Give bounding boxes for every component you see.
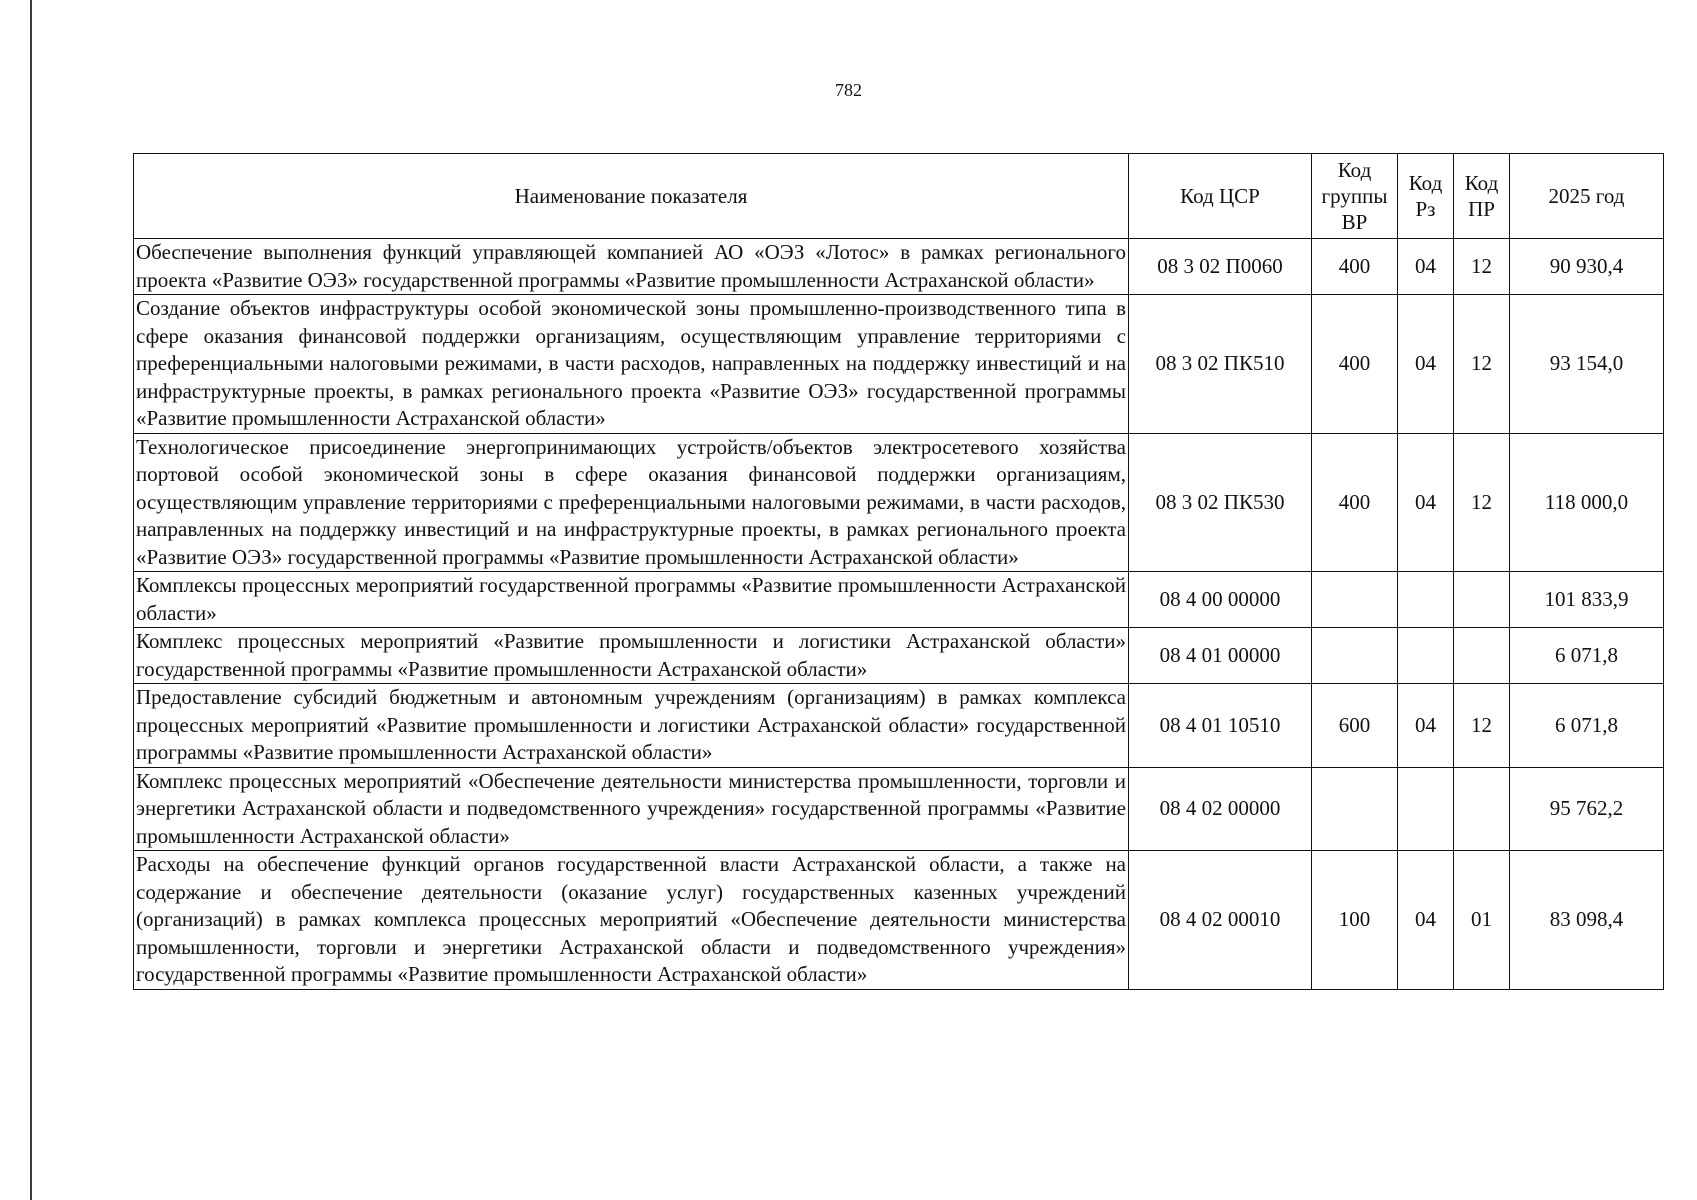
row-pr-code: 12 (1454, 684, 1510, 768)
header-indicator-name: Наименование показателя (134, 154, 1129, 239)
table-row (134, 684, 1664, 768)
row-amount: 6 071,8 (1510, 684, 1664, 768)
row-vr-code: 400 (1312, 239, 1398, 295)
header-year-2025: 2025 год (1510, 154, 1664, 239)
row-rz-code (1398, 767, 1454, 851)
row-rz-code: 04 (1398, 295, 1454, 434)
row-vr-code (1312, 628, 1398, 684)
table-row (134, 628, 1664, 684)
row-vr-code (1312, 767, 1398, 851)
row-name: Комплекс процессных мероприятий «Развитие промышленности и логистики Астраханской области» государственной программы «Развитие промышленности Астраханской области» (134, 628, 1129, 684)
row-amount: 95 762,2 (1510, 767, 1664, 851)
table-body (134, 239, 1664, 990)
row-vr-code: 400 (1312, 433, 1398, 572)
row-vr-code: 600 (1312, 684, 1398, 768)
row-pr-code (1454, 628, 1510, 684)
header-rz-code: Код Рз (1398, 154, 1454, 239)
table-row (134, 433, 1664, 572)
row-csr-code: 08 4 02 00010 (1129, 851, 1312, 990)
table-row (134, 239, 1664, 295)
row-amount: 93 154,0 (1510, 295, 1664, 434)
table-row (134, 767, 1664, 851)
row-vr-code: 100 (1312, 851, 1398, 990)
page-number: 782 (835, 80, 862, 100)
row-name: Создание объектов инфраструктуры особой экономической зоны промышленно-производственного типа в сфере оказания финансовой поддержки организациям, осуществляющим управление территориями с преференциальными налоговыми режимами, в части расходов, направленных на поддержку инвестиций и на инфраструктурные проекты, в рамках регионального проекта «Развитие ОЭЗ» государственной программы «Развитие промышленности Астраханской области» (134, 295, 1129, 434)
row-pr-code: 12 (1454, 295, 1510, 434)
table-row (134, 295, 1664, 434)
row-rz-code (1398, 628, 1454, 684)
header-csr-code: Код ЦСР (1129, 154, 1312, 239)
row-vr-code (1312, 572, 1398, 628)
row-name: Комплексы процессных мероприятий государственной программы «Развитие промышленности Астраханской области» (134, 572, 1129, 628)
row-csr-code: 08 3 02 ПК530 (1129, 433, 1312, 572)
row-rz-code: 04 (1398, 239, 1454, 295)
row-amount: 83 098,4 (1510, 851, 1664, 990)
row-amount: 6 071,8 (1510, 628, 1664, 684)
header-row (134, 154, 1664, 239)
table-header (134, 154, 1664, 239)
budget-table (133, 153, 1664, 990)
header-vr-group-code: Код группы ВР (1312, 154, 1398, 239)
row-pr-code (1454, 572, 1510, 628)
row-csr-code: 08 4 02 00000 (1129, 767, 1312, 851)
row-rz-code: 04 (1398, 851, 1454, 990)
row-name: Предоставление субсидий бюджетным и автономным учреждениям (организациям) в рамках комплекса процессных мероприятий «Развитие промышленности и логистики Астраханской области» государственной программы «Развитие промышленности Астраханской области» (134, 684, 1129, 768)
row-csr-code: 08 3 02 П0060 (1129, 239, 1312, 295)
row-rz-code: 04 (1398, 433, 1454, 572)
row-csr-code: 08 4 00 00000 (1129, 572, 1312, 628)
header-pr-code: Код ПР (1454, 154, 1510, 239)
row-rz-code (1398, 572, 1454, 628)
row-csr-code: 08 4 01 10510 (1129, 684, 1312, 768)
row-name: Обеспечение выполнения функций управляющей компанией АО «ОЭЗ «Лотос» в рамках регионального проекта «Развитие ОЭЗ» государственной программы «Развитие промышленности Астраханской области» (134, 239, 1129, 295)
table-row (134, 572, 1664, 628)
row-amount: 101 833,9 (1510, 572, 1664, 628)
row-name: Комплекс процессных мероприятий «Обеспечение деятельности министерства промышленности, торговли и энергетики Астраханской области и подведомственного учреждения» государственной программы «Развитие промышленности Астраханской области» (134, 767, 1129, 851)
row-csr-code: 08 3 02 ПК510 (1129, 295, 1312, 434)
row-name: Расходы на обеспечение функций органов государственной власти Астраханской области, а также на содержание и обеспечение деятельности (оказание услуг) государственных казенных учреждений (организаций) в рамках комплекса процессных мероприятий «Обеспечение деятельности министерства промышленности, торговли и энергетики Астраханской области и подведомственного учреждения» государственной программы «Развитие промышленности Астраханской области» (134, 851, 1129, 990)
row-pr-code (1454, 767, 1510, 851)
left-margin-line (30, 0, 32, 1200)
row-pr-code: 12 (1454, 239, 1510, 295)
table-row (134, 851, 1664, 990)
row-vr-code: 400 (1312, 295, 1398, 434)
row-amount: 118 000,0 (1510, 433, 1664, 572)
row-pr-code: 12 (1454, 433, 1510, 572)
row-pr-code: 01 (1454, 851, 1510, 990)
row-name: Технологическое присоединение энергопринимающих устройств/объектов электросетевого хозяйства портовой особой экономической зоны в сфере оказания финансовой поддержки организациям, осуществляющим управление территориями с преференциальными налоговыми режимами, в части расходов, направленных на поддержку инвестиций и на инфраструктурные проекты, в рамках регионального проекта «Развитие ОЭЗ» государственной программы «Развитие промышленности Астраханской области» (134, 433, 1129, 572)
row-rz-code: 04 (1398, 684, 1454, 768)
row-amount: 90 930,4 (1510, 239, 1664, 295)
row-csr-code: 08 4 01 00000 (1129, 628, 1312, 684)
